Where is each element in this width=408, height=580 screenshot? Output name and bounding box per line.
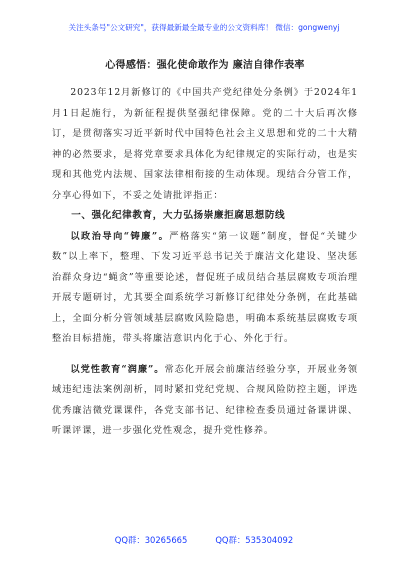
paragraph-2 [52,360,358,442]
footer-qq-2: QQ群：535304092 [215,535,294,545]
paragraph-1 [52,227,358,350]
paragraph-2-lead: 以党性教育“润廉”。 [70,363,165,375]
intro-paragraph: 2023年12月新修订的《中国共产党纪律处分条例》于2024年1月1日起施行，为新征程提供坚强纪律保障。党的二十大后再次修订，是贯彻落实习近平新时代中国特色社会主义思想和党的二十大精神的必然要求，是将党章要求具体化为纪律规定的实际行动，也是实现和其他党内法规、国家法律相衔接的生动体现。现结合分管工作，分享心得如下，不妥之处请批评指正： [52,87,358,201]
footer-qq-1: QQ群：30265665 [114,535,188,545]
paragraph-2-body: 常态化开展会前廉洁经验分享，开展业务领域违纪违法案例剖析，同时紧扣党纪党规、合规风险防控主题，评选优秀廉洁微党课课件，各党支部书记、纪律检查委员通过备课讲课、听课评课，进一步强化党性观念，提升党性修养。 [52,363,358,436]
document-body [52,58,358,442]
footer-contacts [0,534,408,546]
paragraph-1-lead: 以政治导向“铸廉”。 [70,230,170,242]
paragraph-1-body: 严格落实“第一议题”制度，督促“关键少数”以上率下，整理、下发习近平总书记关于廉洁文化建设、坚决惩治群众身边“蝇贪”等重要论述，督促班子成员结合基层腐败专项治理开展专题研讨，尤其要全面系统学习新修订纪律处分条例，在此基础上，全面分析分管领域基层腐败风险隐患，明确本系统基层腐败专项整治目标措施，带头将廉洁意识内化于心、外化于行。 [52,230,358,344]
document-title: 心得感悟：强化使命敢作为 廉洁自律作表率 [105,60,305,71]
header-banner: 关注头条号"公文研究"，获得最新最全最专业的公文资料库！ 微信：gongwenyj [68,23,340,32]
section-heading-1: 一、强化纪律教育，大力弘扬崇廉拒腐思想防线 [71,210,286,221]
